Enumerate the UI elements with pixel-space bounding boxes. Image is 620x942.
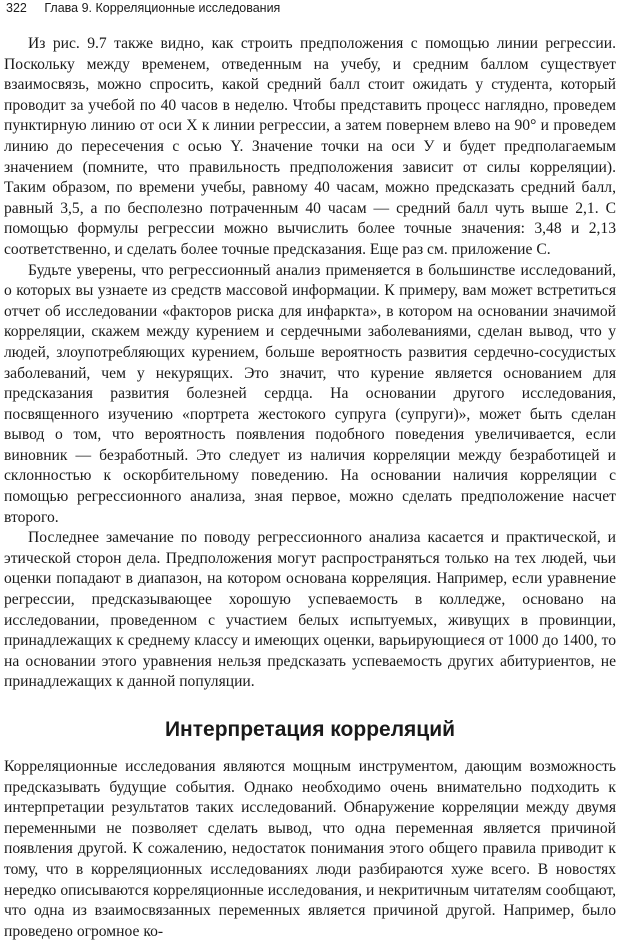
chapter-title: Глава 9. Корреляционные исследования: [44, 1, 281, 15]
paragraph-regression-prediction: Из рис. 9.7 также видно, как строить предположения с помощью линии регрессии. Поскольку между временем, отведенным на учебу, и средним баллом существует взаимосвязь, можно спросить, какой средний балл стоит ожидать у студента, который проводит за учебой по 40 часов в неделю. Чтобы представить процесс наглядно, проведем пунктирную линию от оси X к линии регрессии, а затем повернем влево на 90° и проведем линию до пересечения с осью Y. Значение точки на оси У и будет предполагаемым значением (помните, что правильность предположения зависит от силы корреляции). Таким образом, по времени учебы, равному 40 часам, можно предсказать средний балл, равный 3,5, а по бесполезно потраченным 40 часам — средний балл чуть выше 2,1. С помощью формулы регрессии можно вычислить более точные значения: 3,48 и 2,13 соответственно, и сделать более точные предсказания. Еще раз см. приложение С.: [4, 35, 616, 258]
paragraph-regression-limits: Последнее замечание по поводу регрессионного анализа касается и практической, и этической сторон дела. Предположения могут распространяться только на тех людей, чьи оценки попадают в диапазон, на котором основана корреляция. Например, если уравнение регрессии, предсказывающее хорошую успеваемость в колледже, основано на исследовании, проведенном с участием белых испытуемых, живущих в провинции, принадлежащих к среднему классу и имеющих оценки, варьирующиеся от 1000 до 1400, то на основании этого уравнения нельзя предсказать успеваемость других абитуриентов, не принадлежащих к данной популяции.: [4, 529, 616, 691]
page-number: 322: [6, 1, 27, 15]
section-heading: Интерпретация корреляций: [164, 718, 456, 741]
running-header: [6, 0, 280, 16]
paragraph-interpretation: Корреляционные исследования являются мощным инструментом, дающим возможность предсказывать будущие события. Однако необходимо очень внимательно подходить к интерпретации результатов таких исследований. Обнаружение корреляции между двумя переменными не позволяет сделать вывод, что одна переменная является причиной появления другой. К сожалению, недостаток понимания этого общего правила приводит к тому, что в корреляционных исследованиях люди разбираются хуже всего. В новостях нередко описываются корреляционные исследования, и некритичным читателям сообщают, что одна из взаимосвязанных переменных является причиной другой. Например, было проведено огромное ко-: [4, 758, 616, 940]
paragraph-regression-usage: Будьте уверены, что регрессионный анализ применяется в большинстве исследований, о которых вы узнаете из средств массовой информации. К примеру, вам может встретиться отчет об исследовании «факторов риска для инфаркта», в котором на основании значимой корреляции, скажем между курением и сердечными заболеваниями, сделан вывод, что у людей, злоупотребляющих курением, больше вероятность развития сердечно-сосудистых заболеваний, чем у некурящих. Это значит, что курение является основанием для предсказания развития болезней сердца. На основании другого исследования, посвященного изучению «портрета жестокого супруга (супруги)», может быть сделан вывод о том, что вероятность появления подобного поведения увеличивается, если виновник — безработный. Это следует из наличия корреляции между безработицей и склонностью к оскорбительному поведению. На основании наличия корреляции с помощью регрессионного анализа, зная первое, можно сделать предположение насчет второго.: [4, 261, 616, 526]
page-body: [4, 34, 616, 942]
